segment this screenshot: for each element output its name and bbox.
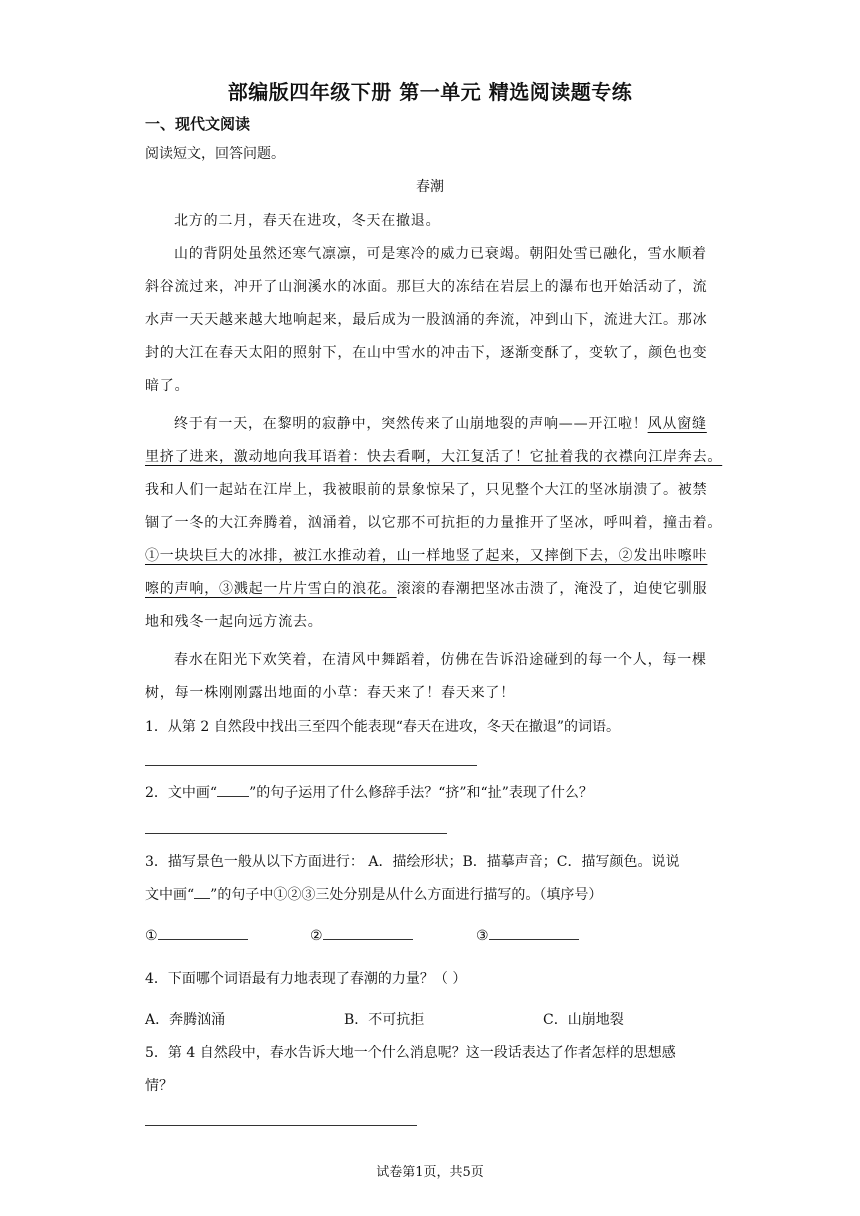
question-2-text: 2．文中画“	[145, 785, 218, 801]
answer-blank-q2[interactable]	[145, 833, 447, 834]
question-5-line: 5．第 4 自然段中，春水告诉大地一个什么消息呢？这一段话表达了作者怎样的思想感	[145, 1045, 676, 1061]
underlined-sentence: 风从窗缝	[647, 416, 707, 432]
underlined-sentence: 嚓的声响，③溅起一片片雪白的浪花。	[145, 581, 397, 597]
question-2-text: ”的句子运用了什么修辞手法？“挤”和“扯”表现了什么？	[249, 785, 593, 801]
answer-blank-q3-1[interactable]	[158, 925, 248, 940]
answer-blank-q5[interactable]	[145, 1125, 417, 1126]
answer-blank-q1[interactable]	[145, 765, 477, 766]
paragraph-3-text: 滚滚的春潮把坚冰击溃了，淹没了，迫使它驯服	[396, 581, 708, 597]
question-1: 1．从第 2 自然段中找出三至四个能表现“春天在进攻，冬天在撤退”的词语。	[145, 719, 621, 735]
q3-answer-1	[145, 925, 248, 944]
question-3-line	[145, 884, 602, 904]
question-3-line: 3．描写景色一般从以下方面进行： A．描绘形状；B．描摹声音；C．描写颜色。说说	[145, 854, 680, 870]
underline-marker	[194, 884, 210, 899]
paragraph-3-text: 终于有一天，在黎明的寂静中，突然传来了山崩地裂的声响——开江啦！	[174, 416, 648, 432]
paragraph-1: 北方的二月，春天在进攻，冬天在撤退。	[174, 213, 441, 229]
underlined-sentence: ①一块块巨大的冰排，被江水推动着，山一样地竖了起来，又摔倒下去，②发出咔嚓咔	[145, 548, 708, 564]
paragraph-2-line: 斜谷流过来，冲开了山涧溪水的冰面。那巨大的冻结在岩层上的瀑布也开始活动了，流	[145, 279, 708, 295]
paragraph-2-line: 封的大江在春天太阳的照射下，在山中雪水的冲击下，逐渐变酥了，变软了，颜色也变	[145, 345, 708, 361]
paragraph-3-line	[174, 413, 707, 433]
paragraph-2-line: 暗了。	[145, 378, 190, 394]
paragraph-2-line: 山的背阴处虽然还寒气凛凛，可是寒冷的威力已衰竭。朝阳处雪已融化，雪水顺着	[174, 246, 707, 262]
question-2	[145, 782, 593, 802]
answer-blank-q3-3[interactable]	[489, 925, 579, 940]
passage-title: 春潮	[416, 179, 444, 195]
answer-blank-q3-2[interactable]	[323, 925, 413, 940]
question-3-text: ”的句子中①②③三处分别是从什么方面进行描写的。（填序号）	[210, 887, 603, 903]
option-a[interactable]: A．奔腾汹涌	[145, 1012, 226, 1028]
q3-answer-label: ③	[476, 928, 489, 944]
paragraph-3-line: 锢了一冬的大江奔腾着，汹涌着，以它那不可抗拒的力量推开了坚冰，呼叫着，撞击着。	[145, 515, 723, 531]
page-title: 部编版四年级下册 第一单元 精选阅读题专练	[227, 80, 633, 104]
page-footer: 试卷第1页，共5页	[376, 1165, 484, 1180]
question-4: 4．下面哪个词语最有力地表现了春潮的力量？（ ）	[145, 971, 467, 987]
q3-answer-label: ②	[310, 928, 323, 944]
paragraph-3-line	[145, 446, 722, 466]
paragraph-3-line	[145, 545, 707, 565]
option-b[interactable]: B．不可抗拒	[344, 1012, 425, 1028]
underline-marker	[217, 782, 249, 797]
underlined-sentence: 里挤了进来，激动地向我耳语着：快去看啊，大江复活了！它扯着我的衣襟向江岸奔去。	[145, 449, 723, 465]
paragraph-3-line	[145, 578, 707, 598]
paragraph-4-line: 春水在阳光下欢笑着，在清风中舞蹈着，仿佛在告诉沿途碰到的每一个人，每一棵	[174, 652, 707, 668]
question-3-text: 文中画“	[145, 887, 195, 903]
section-heading: 一、现代文阅读	[145, 115, 251, 133]
option-c[interactable]: C．山崩地裂	[543, 1012, 624, 1028]
instruction: 阅读短文，回答问题。	[145, 146, 285, 162]
paragraph-2-line: 水声一天天越来越大地响起来，最后成为一股汹涌的奔流，冲到山下，流进大江。那冰	[145, 312, 708, 328]
paragraph-3-line: 地和残冬一起向远方流去。	[145, 614, 323, 630]
paragraph-4-line: 树，每一株刚刚露出地面的小草：春天来了！春天来了！	[145, 685, 515, 701]
q3-answer-label: ①	[145, 928, 158, 944]
q3-answer-2	[310, 925, 413, 944]
question-5-line: 情？	[145, 1078, 173, 1094]
paragraph-3-line: 我和人们一起站在江岸上，我被眼前的景象惊呆了，只见整个大江的坚冰崩溃了。被禁	[145, 482, 708, 498]
q3-answer-3	[476, 925, 579, 944]
